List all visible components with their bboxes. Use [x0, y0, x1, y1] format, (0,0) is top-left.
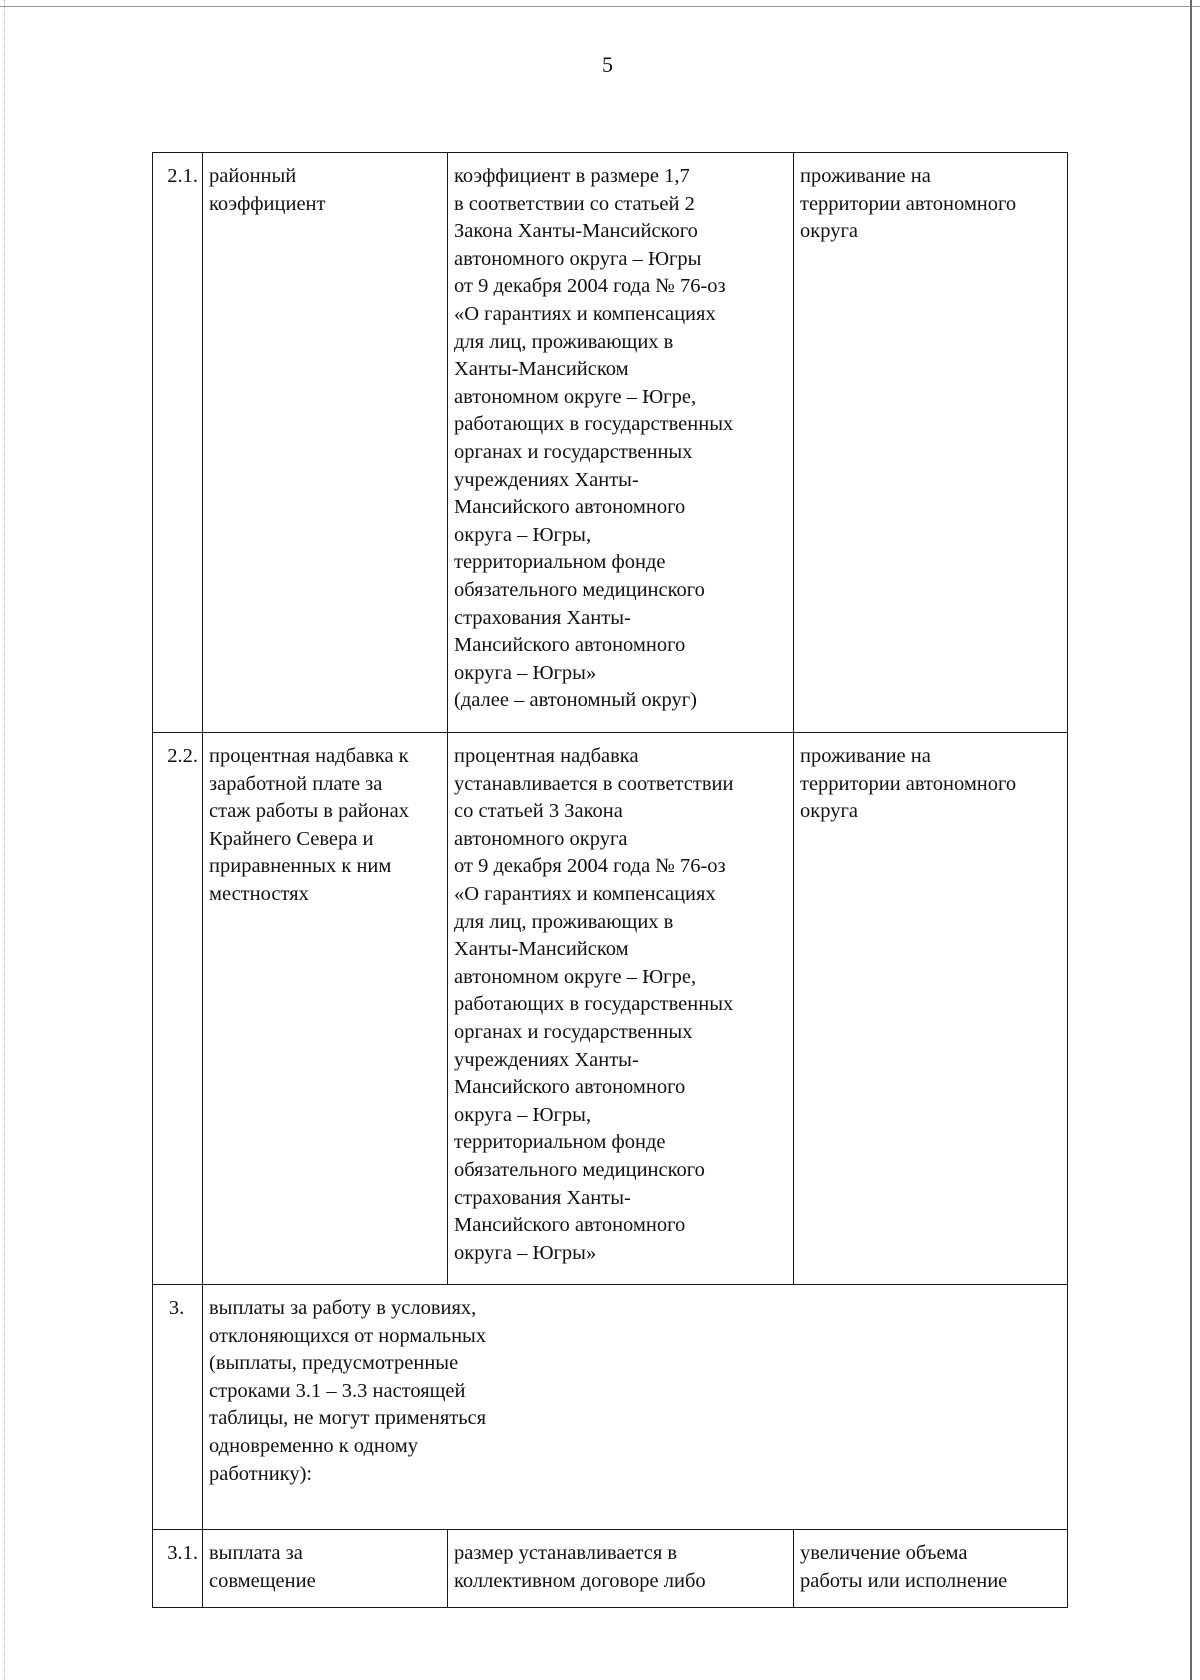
payment-size: размер устанавливается в коллективном договоре либо: [448, 1530, 794, 1608]
page-left-edge: [4, 0, 5, 1680]
table-row-2-2: [153, 733, 1068, 1285]
table-row-3: [153, 1285, 1068, 1530]
row-number: 3.: [153, 1285, 203, 1530]
payment-name: выплата за совмещение: [203, 1530, 448, 1608]
table-row-2-1: [153, 153, 1068, 733]
page-right-edge: [1190, 0, 1192, 1680]
payments-table: [152, 152, 1068, 1608]
table-row-3-1: [153, 1530, 1068, 1608]
section-heading: выплаты за работу в условиях, отклоняющихся от нормальных (выплаты, предусмотренные строками 3.1 – 3.3 настоящей таблицы, не могут применяться одновременно к одному работнику):: [203, 1285, 1068, 1530]
payment-condition: увеличение объема работы или исполнение: [794, 1530, 1068, 1608]
row-number: 2.2.: [153, 733, 203, 1285]
page-number: 5: [602, 52, 613, 77]
row-number: 3.1.: [153, 1530, 203, 1608]
page-top-edge: [0, 6, 1200, 7]
payment-size: коэффициент в размере 1,7 в соответствии со статьей 2 Закона Ханты-Мансийского автономного округа – Югры от 9 декабря 2004 года № 76-оз «О гарантиях и компенсациях для лиц, проживающих в Ханты-Мансийском автономном округе – Югре, работающих в государственных органах и государственных учреждениях Ханты- Мансийского автономного округа – Югры, территориальном фонде обязательного медицинского страхования Ханты- Мансийского автономного округа – Югры» (далее – автономный округ): [448, 153, 794, 733]
payment-condition: проживание на территории автономного округа: [794, 153, 1068, 733]
payment-size: процентная надбавка устанавливается в соответствии со статьей 3 Закона автономного округа от 9 декабря 2004 года № 76-оз «О гарантиях и компенсациях для лиц, проживающих в Ханты-Мансийском автономном округе – Югре, работающих в государственных органах и государственных учреждениях Ханты- Мансийского автономного округа – Югры, территориальном фонде обязательного медицинского страхования Ханты- Мансийского автономного округа – Югры»: [448, 733, 794, 1285]
payment-name: процентная надбавка к заработной плате за стаж работы в районах Крайнего Севера и приравненных к ним местностях: [203, 733, 448, 1285]
payment-name: районный коэффициент: [203, 153, 448, 733]
row-number: 2.1.: [153, 153, 203, 733]
payment-condition: проживание на территории автономного округа: [794, 733, 1068, 1285]
